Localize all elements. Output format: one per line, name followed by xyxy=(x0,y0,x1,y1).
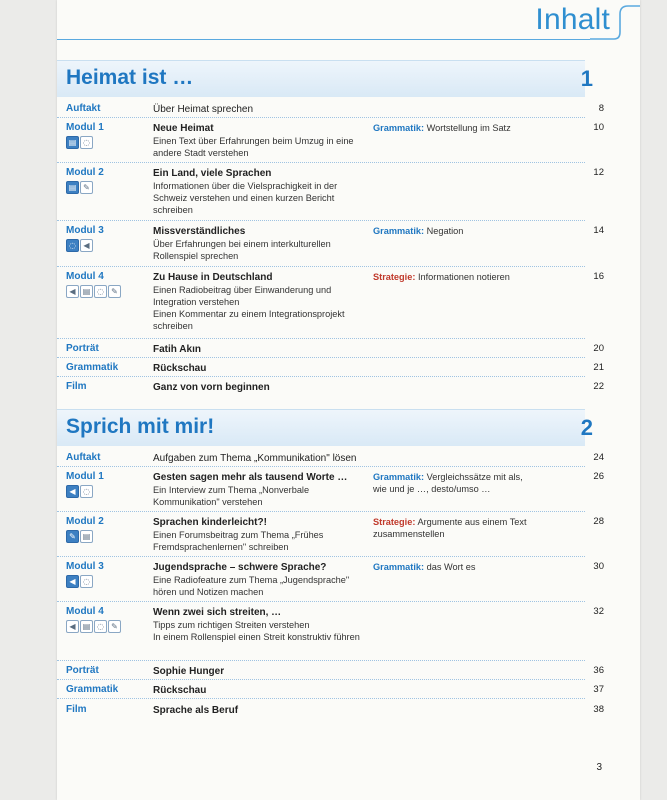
section-title: Heimat ist … xyxy=(66,66,194,89)
row-page-number: 36 xyxy=(593,665,604,676)
row-title: Rückschau xyxy=(153,363,207,374)
book-icon: ▤ xyxy=(80,285,93,298)
speech-bubble-icon: ◌ xyxy=(66,239,79,252)
row-description: Eine Radiofeature zum Thema „Jugendsprache" hören und Notizen machen xyxy=(153,575,350,597)
row-title: Gesten sagen mehr als tausend Worte … xyxy=(153,472,348,483)
extra-label: Strategie: xyxy=(373,517,416,527)
row-divider xyxy=(57,698,585,699)
row-label: Modul 3 xyxy=(66,561,104,572)
row-title: Zu Hause in Deutschland xyxy=(153,272,273,283)
speech-bubble-icon: ◌ xyxy=(94,620,107,633)
extra-text: Argumente aus einem Text zusammenstellen xyxy=(373,517,527,539)
row-title: Rückschau xyxy=(153,685,207,696)
row-divider xyxy=(57,266,585,267)
row-label: Grammatik xyxy=(66,362,119,373)
speaker-icon: ◀ xyxy=(66,575,79,588)
row-description: Einen Text über Erfahrungen beim Umzug in eine andere Stadt verstehen xyxy=(153,136,354,158)
row-label: Modul 4 xyxy=(66,271,104,282)
extra-label: Grammatik: xyxy=(373,472,425,482)
row-page-number: 22 xyxy=(593,381,604,392)
row-divider xyxy=(57,601,585,602)
book-icon: ▤ xyxy=(80,530,93,543)
row-description: Über Erfahrungen bei einem interkulturellen Rollenspiel sprechen xyxy=(153,239,331,261)
section-number: 1 xyxy=(580,66,593,91)
skill-icons xyxy=(66,181,93,195)
page-number: 3 xyxy=(596,762,602,773)
row-page-number: 38 xyxy=(593,704,604,715)
extra-text: das Wort es xyxy=(426,562,476,572)
row-description: Einen Radiobeitrag über Einwanderung und Integration verstehen Einen Kommentar zu einem Integrationsprojekt schreiben xyxy=(153,285,345,331)
speaker-icon: ◀ xyxy=(66,485,79,498)
book-page xyxy=(57,0,640,800)
speaker-icon: ◀ xyxy=(80,239,93,252)
row-title: Aufgaben zum Thema „Kommunikation" lösen xyxy=(153,453,357,464)
speaker-icon: ◀ xyxy=(66,620,79,633)
book-icon: ▤ xyxy=(66,136,79,149)
row-divider xyxy=(57,466,585,467)
pencil-icon: ✎ xyxy=(66,530,79,543)
row-label: Porträt xyxy=(66,665,99,676)
book-icon: ▤ xyxy=(80,620,93,633)
row-extra-info xyxy=(373,516,528,540)
row-title: Fatih Akın xyxy=(153,344,201,355)
row-label: Modul 1 xyxy=(66,471,104,482)
skill-icons xyxy=(66,285,121,299)
row-divider xyxy=(57,338,585,339)
row-description: Tipps zum richtigen Streiten verstehen In einem Rollenspiel einen Streit konstruktiv führen xyxy=(153,620,360,642)
speech-bubble-icon: ◌ xyxy=(80,485,93,498)
row-extra-info xyxy=(373,271,528,283)
row-title: Neue Heimat xyxy=(153,123,214,134)
row-title: Über Heimat sprechen xyxy=(153,104,254,115)
pencil-icon: ✎ xyxy=(108,620,121,633)
book-icon: ▤ xyxy=(66,181,79,194)
row-label: Auftakt xyxy=(66,452,101,463)
row-divider xyxy=(57,376,585,377)
speech-bubble-icon: ◌ xyxy=(94,285,107,298)
row-divider xyxy=(57,220,585,221)
row-page-number: 21 xyxy=(593,362,604,373)
row-page-number: 20 xyxy=(593,343,604,354)
row-page-number: 8 xyxy=(598,103,604,114)
skill-icons xyxy=(66,575,93,589)
row-label: Grammatik xyxy=(66,684,119,695)
row-label: Auftakt xyxy=(66,103,101,114)
row-divider xyxy=(57,117,585,118)
section-title: Sprich mit mir! xyxy=(66,415,215,438)
row-divider xyxy=(57,162,585,163)
row-title: Ganz von vorn beginnen xyxy=(153,382,270,393)
row-page-number: 14 xyxy=(593,225,604,236)
row-label: Film xyxy=(66,704,87,715)
skill-icons xyxy=(66,239,93,253)
skill-icons xyxy=(66,136,93,150)
row-extra-info xyxy=(373,225,528,237)
speaker-icon: ◀ xyxy=(66,285,79,298)
row-description: Einen Forumsbeitrag zum Thema „Frühes Fremdsprachenlernen" schreiben xyxy=(153,530,324,552)
extra-text: Wortstellung im Satz xyxy=(426,123,511,133)
speech-bubble-icon: ◌ xyxy=(80,136,93,149)
row-divider xyxy=(57,357,585,358)
row-page-number: 12 xyxy=(593,167,604,178)
row-title: Missverständliches xyxy=(153,226,246,237)
extra-label: Grammatik: xyxy=(373,226,425,236)
extra-text: Informationen notieren xyxy=(417,272,510,282)
row-page-number: 26 xyxy=(593,471,604,482)
row-title: Jugendsprache – schwere Sprache? xyxy=(153,562,327,573)
row-label: Modul 2 xyxy=(66,167,104,178)
row-extra-info xyxy=(373,122,528,134)
row-title: Sprache als Beruf xyxy=(153,705,239,716)
extra-text: Negation xyxy=(426,226,464,236)
row-divider xyxy=(57,679,585,680)
row-label: Porträt xyxy=(66,343,99,354)
pencil-icon: ✎ xyxy=(80,181,93,194)
row-page-number: 30 xyxy=(593,561,604,572)
row-title: Ein Land, viele Sprachen xyxy=(153,168,272,179)
pencil-icon: ✎ xyxy=(108,285,121,298)
speech-bubble-icon: ◌ xyxy=(80,575,93,588)
skill-icons xyxy=(66,485,93,499)
row-description: Ein Interview zum Thema „Nonverbale Kommunikation" verstehen xyxy=(153,485,310,507)
row-label: Modul 3 xyxy=(66,225,104,236)
row-page-number: 16 xyxy=(593,271,604,282)
row-page-number: 10 xyxy=(593,122,604,133)
row-title: Wenn zwei sich streiten, … xyxy=(153,607,282,618)
extra-label: Grammatik: xyxy=(373,123,425,133)
row-page-number: 32 xyxy=(593,606,604,617)
section-number: 2 xyxy=(580,415,593,440)
row-label: Modul 4 xyxy=(66,606,104,617)
row-page-number: 37 xyxy=(593,684,604,695)
row-divider xyxy=(57,556,585,557)
row-title: Sprachen kinderleicht?! xyxy=(153,517,267,528)
row-divider xyxy=(57,511,585,512)
row-description: Informationen über die Vielsprachigkeit in der Schweiz verstehen und einen kurzen Bericht schreiben xyxy=(153,181,338,215)
skill-icons xyxy=(66,530,93,544)
row-label: Modul 2 xyxy=(66,516,104,527)
row-extra-info xyxy=(373,471,528,495)
row-divider xyxy=(57,660,585,661)
row-title: Sophie Hunger xyxy=(153,666,225,677)
header-rule xyxy=(57,39,590,40)
row-label: Modul 1 xyxy=(66,122,104,133)
skill-icons xyxy=(66,620,121,634)
extra-label: Grammatik: xyxy=(373,562,425,572)
row-label: Film xyxy=(66,381,87,392)
header-curve-decoration xyxy=(590,0,640,40)
row-page-number: 28 xyxy=(593,516,604,527)
row-page-number: 24 xyxy=(593,452,604,463)
extra-text: Vergleichssätze mit als, wie und je …, desto/umso … xyxy=(373,472,523,494)
extra-label: Strategie: xyxy=(373,272,416,282)
row-extra-info xyxy=(373,561,528,573)
page-title: Inhalt xyxy=(535,3,610,36)
